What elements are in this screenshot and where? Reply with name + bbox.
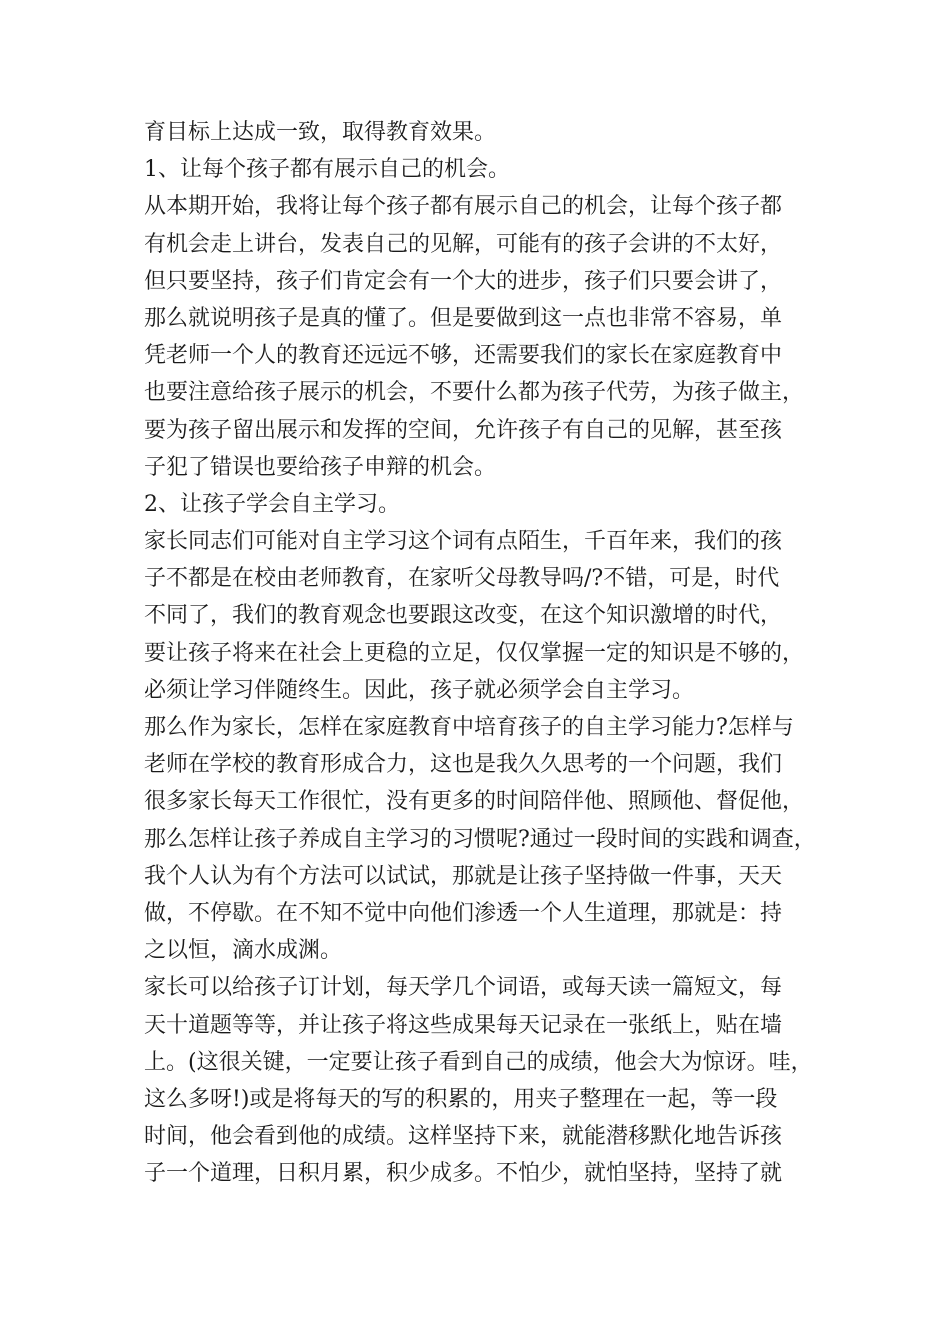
text-line: 家长同志们可能对自主学习这个词有点陌生，千百年来，我们的孩: [144, 529, 783, 555]
text-line: 必须让学习伴随终生。因此，孩子就必须学会自主学习。: [144, 677, 695, 703]
text-line: 要让孩子将来在社会上更稳的立足，仅仅掌握一定的知识是不够的，: [144, 640, 805, 666]
text-line: 上。(这很关键，一定要让孩子看到自己的成绩，他会大为惊讶。哇，: [144, 1049, 813, 1075]
text-line: 有机会走上讲台，发表自己的见解，可能有的孩子会讲的不太好，: [144, 231, 783, 257]
text-line: 那么就说明孩子是真的懂了。但是要做到这一点也非常不容易，单: [144, 305, 783, 331]
text-line: 凭老师一个人的教育还远远不够，还需要我们的家长在家庭教育中: [144, 343, 783, 369]
text-line: 这么多呀!)或是将每天的写的积累的，用夹子整理在一起，等一段: [144, 1086, 778, 1112]
text-line: 子一个道理，日积月累，积少成多。不怕少，就怕坚持，坚持了就: [144, 1161, 783, 1187]
text-line: 我个人认为有个方法可以试试，那就是让孩子坚持做一件事，天天: [144, 863, 783, 889]
body-text: [144, 114, 824, 1192]
text-line: 子不都是在校由老师教育，在家听父母教导吗/?不错，可是，时代: [144, 566, 780, 592]
text-line: 那么作为家长，怎样在家庭教育中培育孩子的自主学习能力?怎样与: [144, 715, 794, 740]
text-line: 子犯了错误也要给孩子申辩的机会。: [144, 454, 497, 480]
text-line: 也要注意给孩子展示的机会，不要什么都为孩子代劳，为孩子做主，: [144, 380, 805, 406]
text-line: 不同了，我们的教育观念也要跟这改变，在这个知识激增的时代，: [144, 603, 783, 629]
text-line: 老师在学校的教育形成合力，这也是我久久思考的一个问题，我们: [144, 752, 783, 778]
text-line: 育目标上达成一致，取得教育效果。: [144, 120, 497, 145]
text-line: 天十道题等等，并让孩子将这些成果每天记录在一张纸上，贴在墙: [144, 1012, 783, 1038]
text-line: 之以恒，滴水成渊。: [144, 938, 343, 964]
text-line: 要为孩子留出展示和发挥的空间，允许孩子有自己的见解，甚至孩: [144, 417, 783, 443]
numbered-heading: 1、让每个孩子都有展示自己的机会。: [144, 157, 510, 183]
text-line: 从本期开始，我将让每个孩子都有展示自己的机会，让每个孩子都: [144, 194, 783, 220]
numbered-heading: 2、让孩子学会自主学习。: [144, 491, 400, 517]
text-line: 那么怎样让孩子养成自主学习的习惯呢?通过一段时间的实践和调查，: [144, 826, 816, 852]
text-line: 很多家长每天工作很忙，没有更多的时间陪伴他、照顾他、督促他，: [144, 789, 805, 815]
text-line: 家长可以给孩子订计划，每天学几个词语，或每天读一篇短文，每: [144, 975, 783, 1001]
text-line: 做，不停歇。在不知不觉中向他们渗透一个人生道理，那就是：持: [144, 900, 783, 926]
text-line: 但只要坚持，孩子们肯定会有一个大的进步，孩子们只要会讲了，: [144, 268, 783, 294]
text-line: 时间，他会看到他的成绩。这样坚持下来，就能潜移默化地告诉孩: [144, 1124, 783, 1150]
